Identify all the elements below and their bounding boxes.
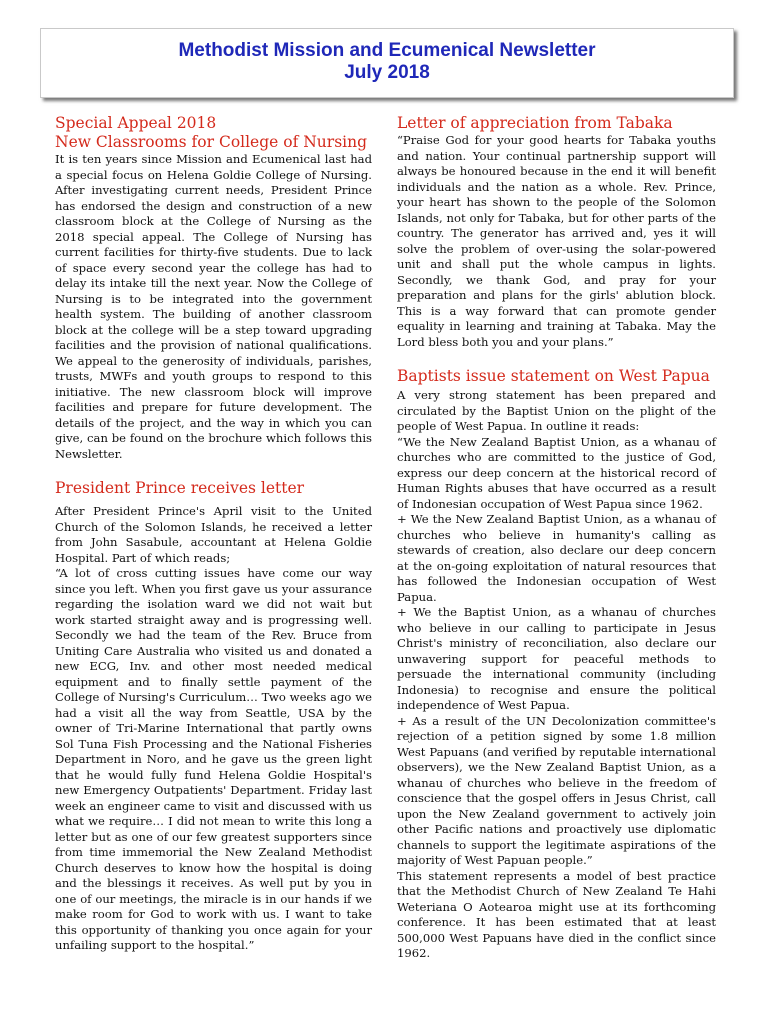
newsletter-title: Methodist Mission and Ecumenical Newsletter bbox=[178, 40, 596, 61]
west-papua-conclusion: This statement represents a model of best practice that the Methodist Church of New Zealand Te Hahi Weteriana O Aotearoa might use at its forthcoming conference. It has been estimated that at least 500,000 West Papuans have died in the conflict since 1962. bbox=[397, 868, 716, 960]
tabaka-letter-heading: Letter of appreciation from Tabaka bbox=[397, 114, 673, 132]
college-of-nursing-subheading: New Classrooms for College of Nursing bbox=[55, 133, 368, 151]
west-papua-intro: A very strong statement has been prepared and circulated by the Baptist Union on the plight of the people of West Papua. In outline it reads: bbox=[397, 388, 716, 433]
west-papua-statement-4: + As a result of the UN Decolonization committee's rejection of a petition signed by some 1.8 million West Papuans (and verified by reputable international observers), we the New Zealand Baptist Union, as a whanau of churches who believe in the freedom of conscience that the gospel offers in Jesus Christ, call upon the New Zealand government to actively join other Pacific nations and proactively use diplomatic channels to support the legitimate aspirations of the majority of West Papuan people.” bbox=[397, 713, 716, 867]
special-appeal-heading: Special Appeal 2018 bbox=[55, 114, 217, 132]
west-papua-heading: Baptists issue statement on West Papua bbox=[397, 367, 710, 385]
west-papua-section bbox=[397, 367, 716, 962]
president-letter-heading: President Prince receives letter bbox=[55, 479, 305, 497]
tabaka-letter-body: “Praise God for your good hearts for Tabaka youths and nation. Your continual partnership support will always be honoured because in the end it will benefit individuals and the nation as a whole. Rev. Prince, your heart has shown to the people of the Solomon Islands, not only for Tabaka, but for other parts of the country. The generator has arrived and, yes it will solve the problem of over-using the solar-powered unit and shall put the whole campus in lights. Secondly, we thank God, and pray for your preparation and plans for the girls' ablution block. This is a way forward that can promote gender equality in learning and training at Tabaka. May the Lord bless both you and your plans.” bbox=[397, 133, 716, 349]
west-papua-statement-2: + We the New Zealand Baptist Union, as a whanau of churches who believe in humanity's calling as stewards of creation, also declare our deep concern at the on-going exploitation of natural resources that has followed the Indonesian occupation of West Papua. bbox=[397, 512, 716, 604]
west-papua-statement-3: + We the Baptist Union, as a whanau of churches who believe in our calling to participate in Jesus Christ's ministry of reconciliation, also declare our unwavering support for peaceful methods to persuade the international community (including Indonesia) to recognise and ensure the political independence of West Papua. bbox=[397, 605, 716, 712]
west-papua-statement-1: “We the New Zealand Baptist Union, as a whanau of churches who are committed to the justice of God, express our deep concern at the historical record of Human Rights abuses that have occurred as a result of Indonesian occupation of West Papua since 1962. bbox=[397, 434, 716, 511]
right-column bbox=[397, 114, 716, 962]
president-letter-section bbox=[55, 479, 372, 954]
president-letter-quote: “A lot of cross cutting issues have come our way since you left. When you first gave us your assurance regarding the isolation ward we did not wait but work started straight away and is progressing well. Secondly we had the team of the Rev. Bruce from Uniting Care Australia who visited us and donated a new ECG, Inv. and other most needed medical equipment and to finally settle payment of the College of Nursing's Curriculum… Two weeks ago we had a visit all the way from Seattle, USA by the owner of Tri-Marine International that partly owns Sol Tuna Fish Processing and the National Fisheries Department in Noro, and he gave us the green light that he would fully fund Helena Goldie Hospital's new Emergency Outpatients' Department. Friday last week an engineer came to visit and discussed with us what we require… I did not mean to write this long a letter but as one of our few greatest supporters since from time immemorial the New Zealand Methodist Church deserves to know how the hospital is doing and the blessings it receives. As well put by you in one of our meetings, the miracle is in our hands if we make room for God to work with us. I want to take this opportunity of thanking you once again for your unfailing support to the hospital.” bbox=[55, 566, 372, 952]
newsletter-date: July 2018 bbox=[344, 62, 430, 83]
left-column bbox=[55, 114, 372, 954]
president-letter-intro: After President Prince's April visit to the United Church of the Solomon Islands, he received a letter from John Sasabule, accountant at Helena Goldie Hospital. Part of which reads; bbox=[55, 504, 372, 565]
special-appeal-section bbox=[55, 114, 372, 462]
newsletter-masthead bbox=[40, 28, 734, 98]
special-appeal-body: It is ten years since Mission and Ecumenical last had a special focus on Helena Goldie College of Nursing. After investigating current needs, President Prince has endorsed the design and construction of a new classroom block at the College of Nursing as the 2018 special appeal. The College of Nursing has current facilities for thirty-five students. Due to lack of space every second year the college has had to delay its intake till the next year. Now the College of Nursing is to be integrated into the government health system. The building of another classroom block at the college will be a step toward upgrading facilities and the provision of national qualifications. We appeal to the generosity of individuals, parishes, trusts, MWFs and youth groups to respond to this initiative. The new classroom block will improve facilities and prepare for future development. The details of the project, and the way in which you can give, can be found on the brochure which follows this Newsletter. bbox=[55, 152, 372, 461]
tabaka-letter-section bbox=[397, 114, 716, 350]
